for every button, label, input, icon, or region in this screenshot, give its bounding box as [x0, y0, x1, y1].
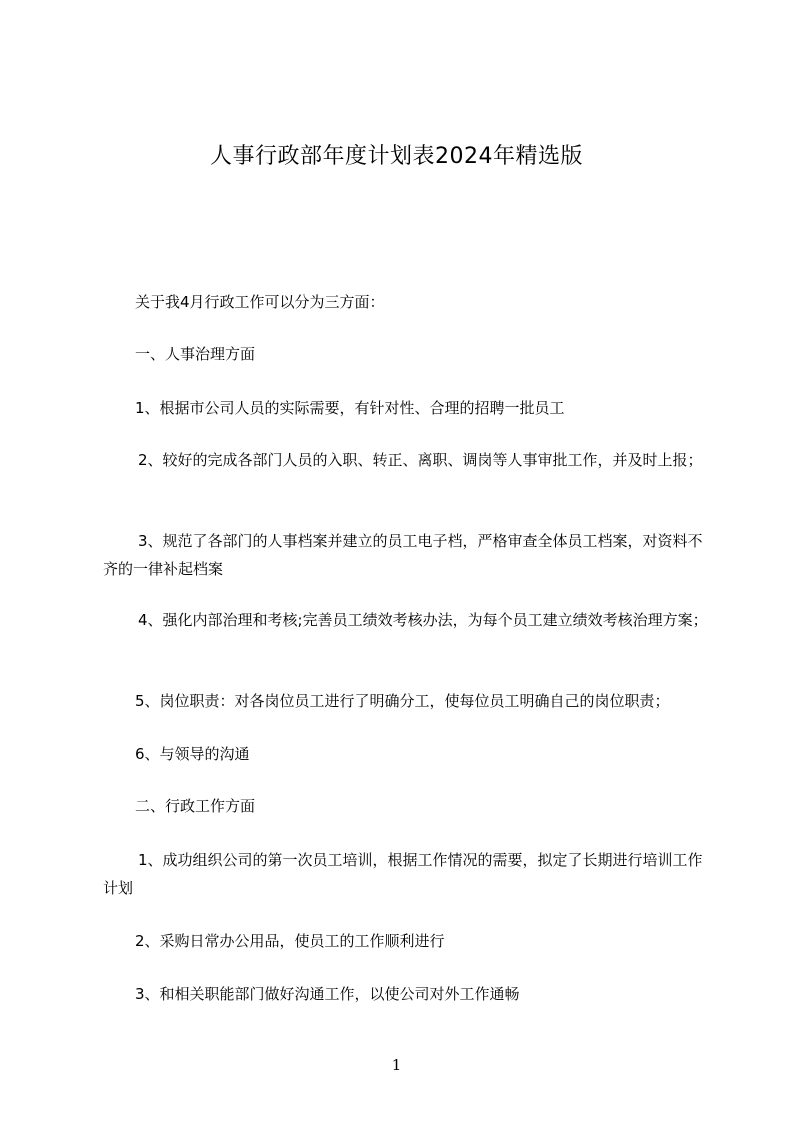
section-heading-personnel: 一、人事治理方面	[135, 345, 256, 363]
list-item: 3、和相关职能部门做好沟通工作，以使公司对外工作通畅	[135, 985, 520, 1003]
document-title: 人事行政部年度计划表2024年精选版	[210, 144, 583, 169]
page-number: 1	[391, 1056, 402, 1074]
list-item: 6、与领导的沟通	[135, 745, 250, 763]
list-item: 1、成功组织公司的第一次员工培训，根据工作情况的需要，拟定了长期进行培训工作计划	[103, 851, 703, 897]
list-item: 5、岗位职责：对各岗位员工进行了明确分工，使每位员工明确自己的岗位职责；	[135, 692, 670, 710]
intro-paragraph: 关于我4月行政工作可以分为三方面：	[135, 293, 385, 311]
list-item: 4、强化内部治理和考核;完善员工绩效考核办法，为每个员工建立绩效考核治理方案；	[138, 611, 708, 629]
list-item: 2、较好的完成各部门人员的入职、转正、离职、调岗等人事审批工作，并及时上报；	[138, 451, 703, 469]
list-item: 3、规范了各部门的人事档案并建立的员工电子档，严格审查全体员工档案，对资料不齐的一律补起档案	[103, 532, 703, 578]
list-item: 1、根据市公司人员的实际需要，有针对性、合理的招聘一批员工	[135, 399, 565, 417]
section-heading-administration: 二、行政工作方面	[135, 797, 256, 815]
list-item: 2、采购日常办公用品，使员工的工作顺利进行	[135, 932, 445, 950]
